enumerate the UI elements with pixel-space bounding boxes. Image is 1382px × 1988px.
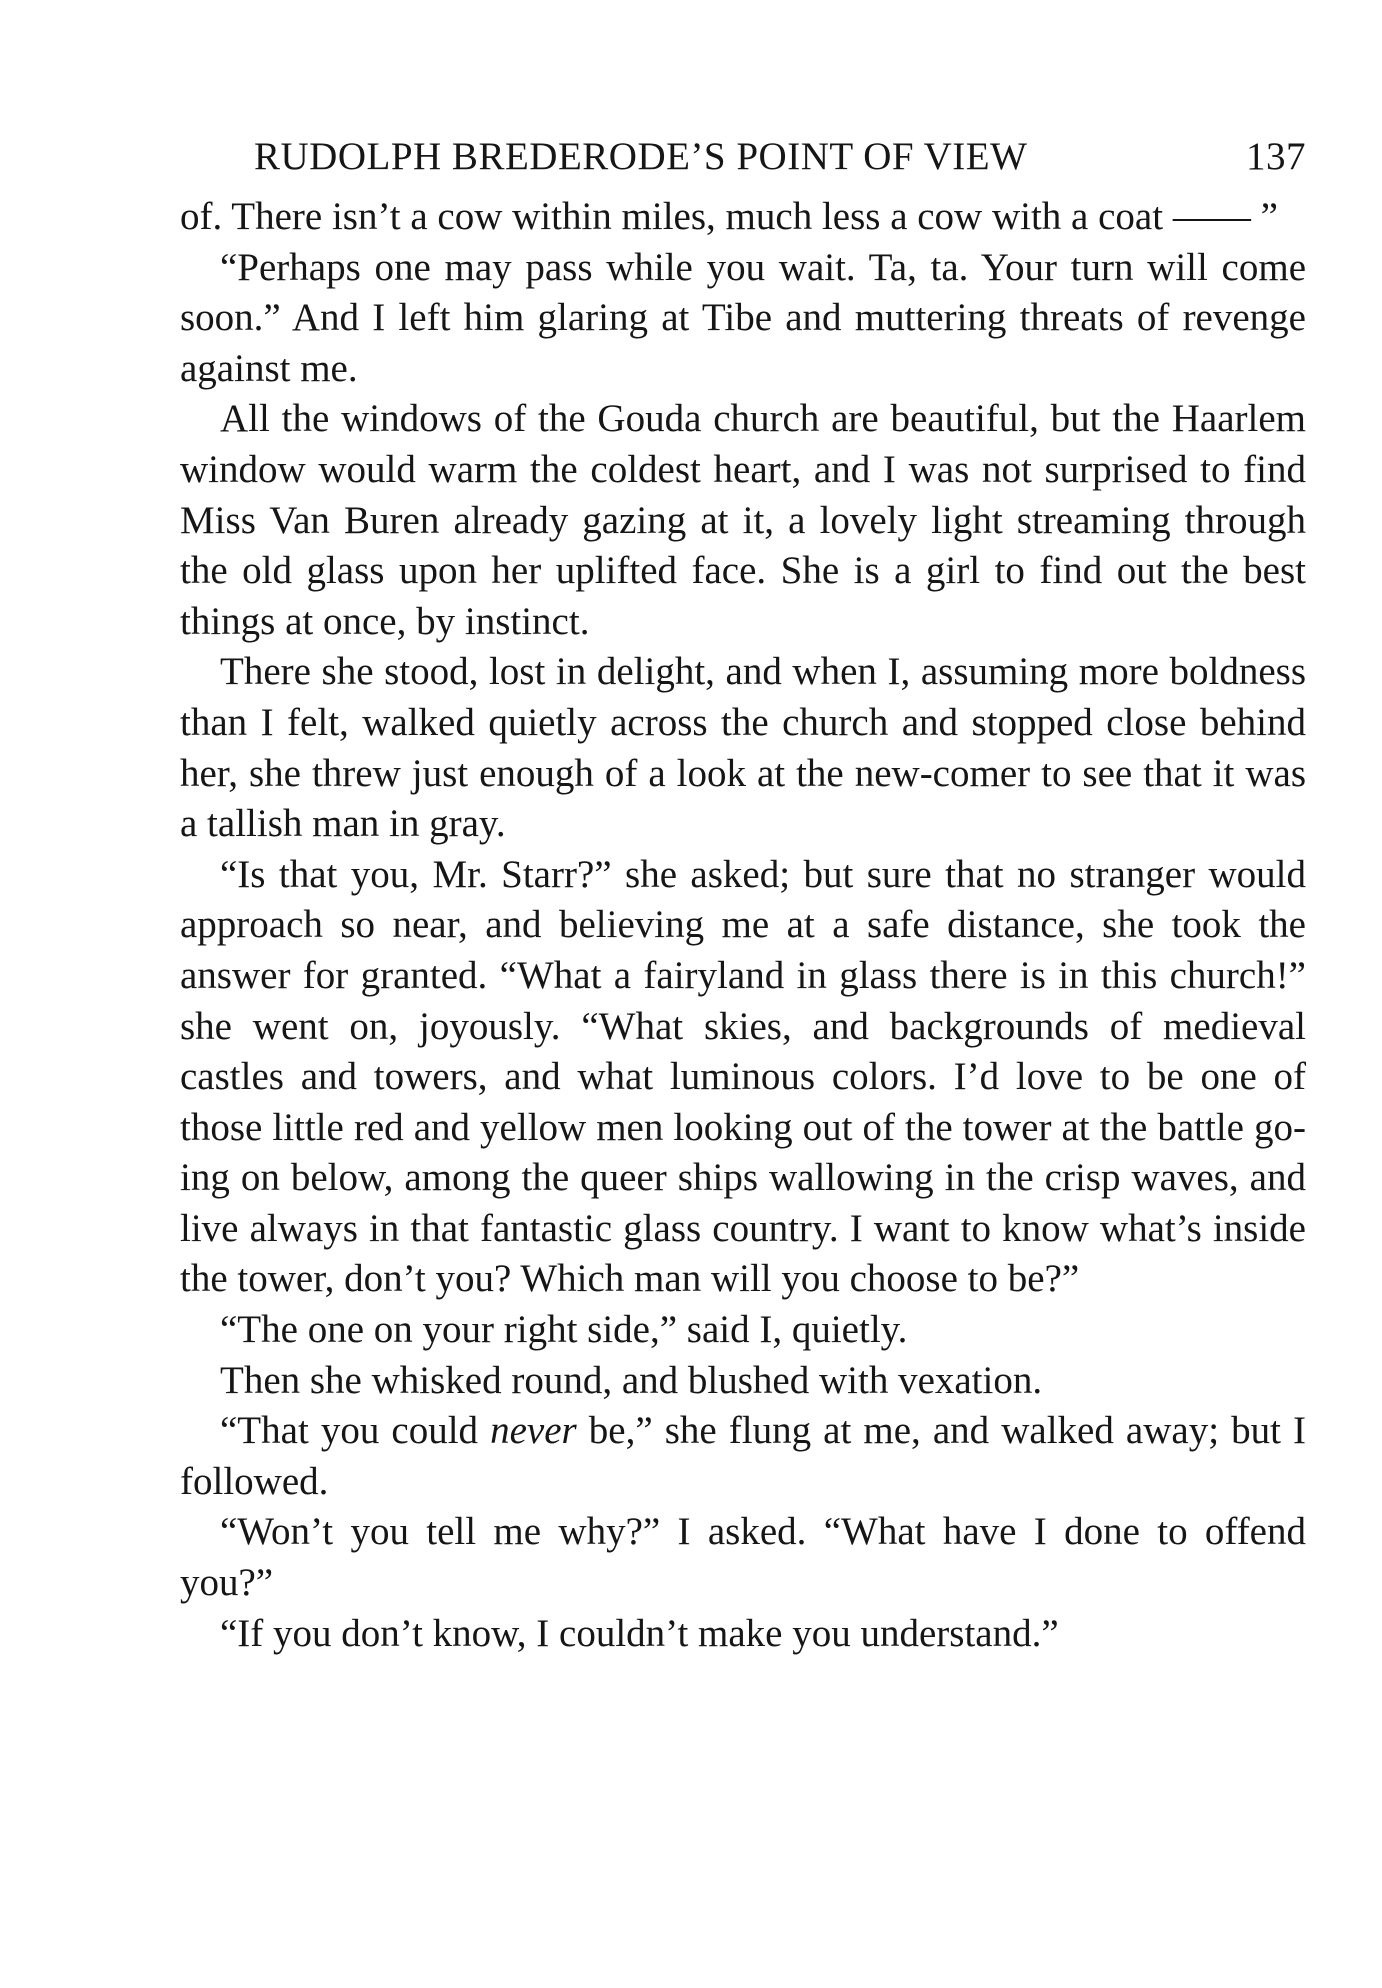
emphasized-word: never — [490, 1409, 577, 1453]
page-header — [254, 130, 1306, 184]
paragraph: “The one on your right side,” said I, quietly. — [220, 1308, 908, 1352]
paragraph-text: “That you could — [220, 1409, 491, 1453]
paragraph: There she stood, lost in delight, and when I, assuming more boldness than I felt, walked quietly across the church and stopped close behind her, she threw just enough of a look at the new-comer to see that it was a tallish man in gray. — [180, 650, 1306, 846]
body-text — [180, 192, 1306, 1659]
paragraph-continued: of. There isn’t a cow within miles, much less a cow with a coat —— ” — [180, 195, 1278, 238]
paragraph: “Won’t you tell me why?” I asked. “What have I done to offend you?” — [180, 1510, 1306, 1605]
paragraph: All the windows of the Gouda church are beautiful, but the Haarlem window would warm the coldest heart, and I was not surprised to find Miss Van Buren already gazing at it, a lovely light streaming through the old glass upon her uplifted face. She is a girl to find out the best things at once, by instinct. — [180, 397, 1306, 643]
paragraph — [180, 1406, 1306, 1507]
paragraph: “Is that you, Mr. Starr?” she asked; but sure that no stranger would approach so near, and believing me at a safe distance, she took the answer for granted. “What a fairyland in glass there is in this church!” she went on, joyously. “What skies, and backgrounds of medieval castles and towers, and what luminous colors. I’d love to be one of those little red and yellow men looking out of the tower at the battle going on below, among the queer ships wallowing in the crisp waves, and live always in that fantastic glass country. I want to know what’s inside the tower, don’t you? Which man will you choose to be?” — [180, 852, 1306, 1301]
page-number: 137 — [1246, 135, 1306, 178]
running-title: RUDOLPH BREDERODE’S POINT OF VIEW — [254, 135, 1028, 178]
paragraph: “If you don’t know, I couldn’t make you understand.” — [220, 1611, 1059, 1655]
paragraph: “Perhaps one may pass while you wait. Ta, ta. Your turn will come soon.” And I left him glaring at Tibe and muttering threats of revenge against me. — [180, 245, 1306, 390]
paragraph: Then she whisked round, and blushed with vexation. — [220, 1358, 1043, 1402]
paragraph-text: be,” she flung at me, and walked away; but I followed. — [180, 1409, 1306, 1503]
